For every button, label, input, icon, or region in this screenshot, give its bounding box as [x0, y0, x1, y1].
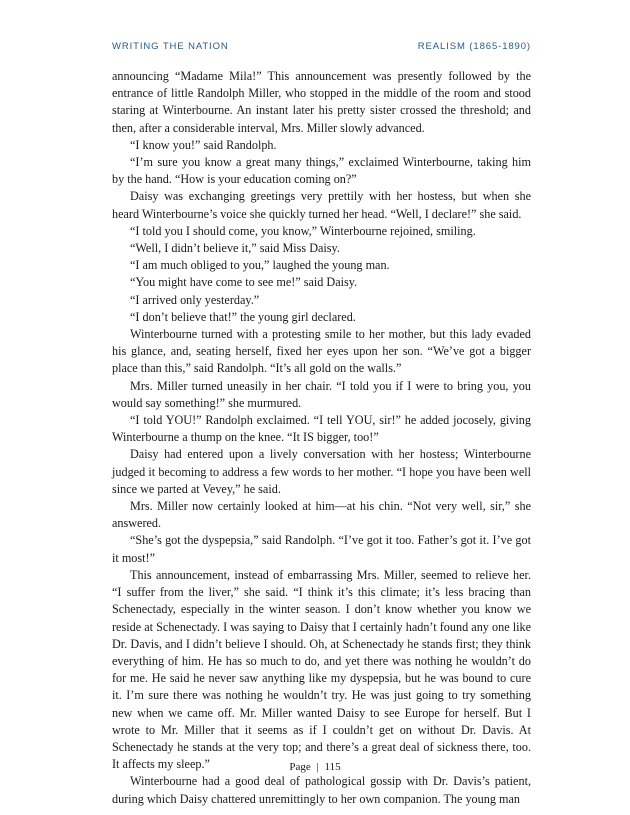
- paragraph: announcing “Madame Mila!” This announcement was presently followed by the entrance of little Randolph Miller, who stopped in the middle of the room and stood staring at Winterbourne. An instant later his pretty sister crossed the threshold; and then, after a considerable interval, Mrs. Miller slowly advanced.: [112, 69, 531, 135]
- paragraph: Daisy had entered upon a lively conversation with her hostess; Winterbourne judged it becoming to address a few words to her mother. “I hope you have been well since we parted at Vevey,” he said.: [112, 447, 531, 496]
- paragraph: Mrs. Miller now certainly looked at him—at his chin. “Not very well, sir,” she answered.: [112, 499, 531, 531]
- page-body: [112, 68, 531, 808]
- paragraph: “I told you I should come, you know,” Winterbourne rejoined, smiling.: [130, 223, 476, 238]
- paragraph: “I arrived only yesterday.”: [130, 292, 260, 307]
- header-book-title: WRITING THE NATION: [112, 41, 229, 52]
- paragraph: “I am much obliged to you,” laughed the young man.: [130, 258, 390, 273]
- paragraph: “You might have come to see me!” said Daisy.: [130, 275, 358, 290]
- paragraph: “She’s got the dyspepsia,” said Randolph. “I’ve got it too. Father’s got it. I’ve got it most!”: [112, 533, 531, 565]
- paragraph: This announcement, instead of embarrassing Mrs. Miller, seemed to relieve her. “I suffer from the liver,” she said. “I think it’s this climate; it’s less bracing than Schenectady, especially in the winter season. I don’t know whether you know we reside at Schenectady. I was saying to Daisy that I certainly hadn’t found any one like Dr. Davis, and I didn’t believe I should. Oh, at Schenectady he stands first; they think everything of him. He has so much to do, and yet there was nothing he wouldn’t do for me. He said he never saw anything like my dyspepsia, but he was bound to cure it. I’m sure there was nothing he wouldn’t try. He was just going to try something new when we came off. Mr. Miller wanted Daisy to see Europe for herself. But I wrote to Mr. Miller that it seems as if I couldn’t get on without Dr. Davis. At Schenectady he stands at the very top; and there’s a great deal of sickness there, too. It affects my sleep.”: [112, 567, 531, 772]
- paragraph: “I don’t believe that!” the young girl declared.: [130, 309, 356, 324]
- paragraph: Daisy was exchanging greetings very prettily with her hostess, but when she heard Winterbourne’s voice she quickly turned her head. “Well, I declare!” she said.: [112, 189, 531, 221]
- page-footer: [0, 761, 630, 773]
- header-section-title: REALISM (1865-1890): [417, 41, 531, 52]
- page-number: 115: [324, 761, 341, 773]
- paragraph: “I told YOU!” Randolph exclaimed. “I tell YOU, sir!” he added jocosely, giving Winterbourne a thump on the knee. “It IS bigger, too!”: [112, 413, 531, 445]
- paragraph: Winterbourne had a good deal of pathological gossip with Dr. Davis’s patient, during which Daisy chattered unremittingly to her own companion. The young man: [112, 774, 531, 806]
- running-header: [112, 41, 531, 52]
- paragraph: “I know you!” said Randolph.: [130, 137, 277, 152]
- paragraph: Mrs. Miller turned uneasily in her chair. “I told you if I were to bring you, you would say something!” she murmured.: [112, 378, 531, 410]
- paragraph: Winterbourne turned with a protesting smile to her mother, but this lady evaded his glance, and, seating herself, fixed her eyes upon her son. “We’ve got a bigger place than this,” said Randolph. “It’s all gold on the walls.”: [112, 327, 531, 376]
- paragraph: “Well, I didn’t believe it,” said Miss Daisy.: [130, 241, 340, 256]
- page-label: Page: [289, 761, 311, 773]
- paragraph: “I’m sure you know a great many things,” exclaimed Winterbourne, taking him by the hand. “How is your education coming on?”: [112, 155, 531, 187]
- footer-separator: |: [316, 761, 319, 773]
